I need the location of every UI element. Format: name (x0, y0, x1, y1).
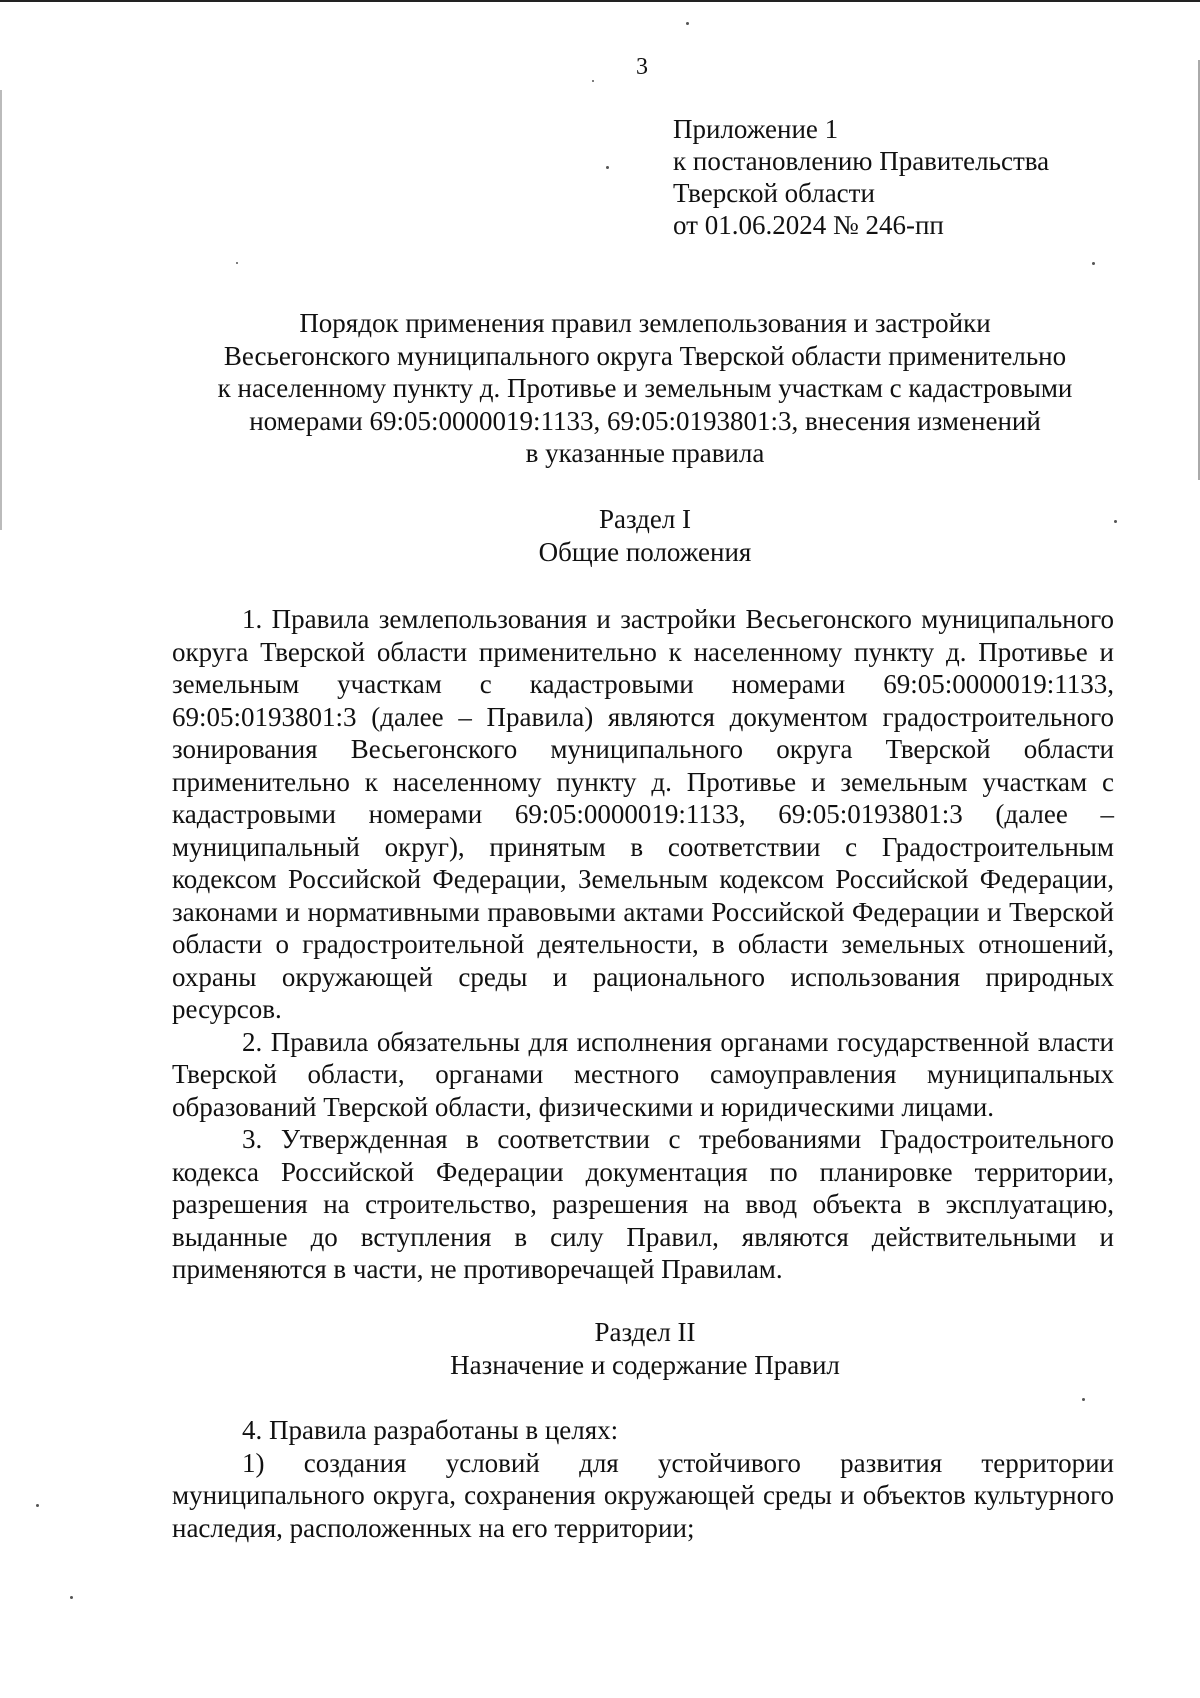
scan-speck (686, 22, 689, 25)
title-line: Порядок применения правил землепользования и застройки (299, 308, 991, 338)
paragraph: 1) создания условий для устойчивого развития территории муниципального округа, сохранения окружающей среды и объектов культурного наследия, расположенных на его территории; (172, 1447, 1114, 1543)
scan-speck (1082, 1398, 1085, 1401)
scan-top-border (0, 0, 1200, 2)
scan-speck (1092, 262, 1095, 265)
appendix-line: Тверской области (673, 178, 875, 208)
scan-speck (70, 1596, 73, 1599)
scan-speck (36, 1504, 39, 1507)
scan-speck (606, 166, 609, 169)
paragraph: 1. Правила землепользования и застройки Весьегонского муниципального округа Тверской области применительно к населенному пункту д. Противье и земельным участкам с кадастровыми номерами 69:05:0000019:1133, 69:05:0193801:3 (далее – Правила) являются документом градостроительного зонирования Весьегонского муниципального округа Тверской области применительно к населенному пункту д. Противье и земельным участкам с кадастровыми номерами 69:05:0000019:1133, 69:05:0193801:3 (далее – муниципальный округ), принятым в соответствии с Градостроительным кодексом Российской Федерации, Земельным кодексом Российской Федерации, законами и нормативными правовыми актами Российской Федерации и Тверской области о градостроительной деятельности, в области земельных отношений, охраны окружающей среды и рационального использования природных ресурсов. (172, 604, 1114, 1024)
document-title (150, 307, 1140, 470)
section-2-body (172, 1414, 1114, 1544)
section-1-heading (150, 503, 1140, 568)
scan-speck (592, 80, 594, 82)
section-number: Раздел II (594, 1317, 696, 1347)
section-title: Общие положения (538, 536, 752, 567)
appendix-line: Приложение 1 (673, 114, 839, 144)
section-title: Назначение и содержание Правил (450, 1349, 840, 1380)
section-number: Раздел I (598, 504, 692, 534)
paragraph: 3. Утвержденная в соответствии с требованиями Градостроительного кодекса Российской Федерации документация по планировке территории, разрешения на строительство, разрешения на ввод объекта в эксплуатацию, выданные до вступления в силу Правил, являются действительными и применяются в части, не противоречащей Правилам. (172, 1124, 1114, 1284)
appendix-line: к постановлению Правительства (673, 146, 1050, 176)
title-line: Весьегонского муниципального округа Тверской области применительно (223, 340, 1067, 371)
appendix-header (673, 113, 1049, 241)
section-1-body (172, 603, 1114, 1286)
section-2-heading (150, 1316, 1140, 1381)
paragraph: 4. Правила разработаны в целях: (242, 1415, 619, 1445)
scan-speck (236, 262, 238, 264)
appendix-line: от 01.06.2024 № 246-пп (673, 210, 944, 240)
title-line: номерами 69:05:0000019:1133, 69:05:0193801:3, внесения изменений (249, 405, 1041, 436)
scan-left-edge (0, 90, 2, 530)
paragraph: 2. Правила обязательны для исполнения органами государственной власти Тверской области, органами местного самоуправления муниципальных образований Тверской области, физическими и юридическими лицами. (172, 1026, 1114, 1122)
title-line: в указанные правила (525, 438, 765, 468)
page-number: 3 (636, 54, 648, 80)
title-line: к населенному пункту д. Противье и земельным участкам с кадастровыми (217, 373, 1073, 403)
